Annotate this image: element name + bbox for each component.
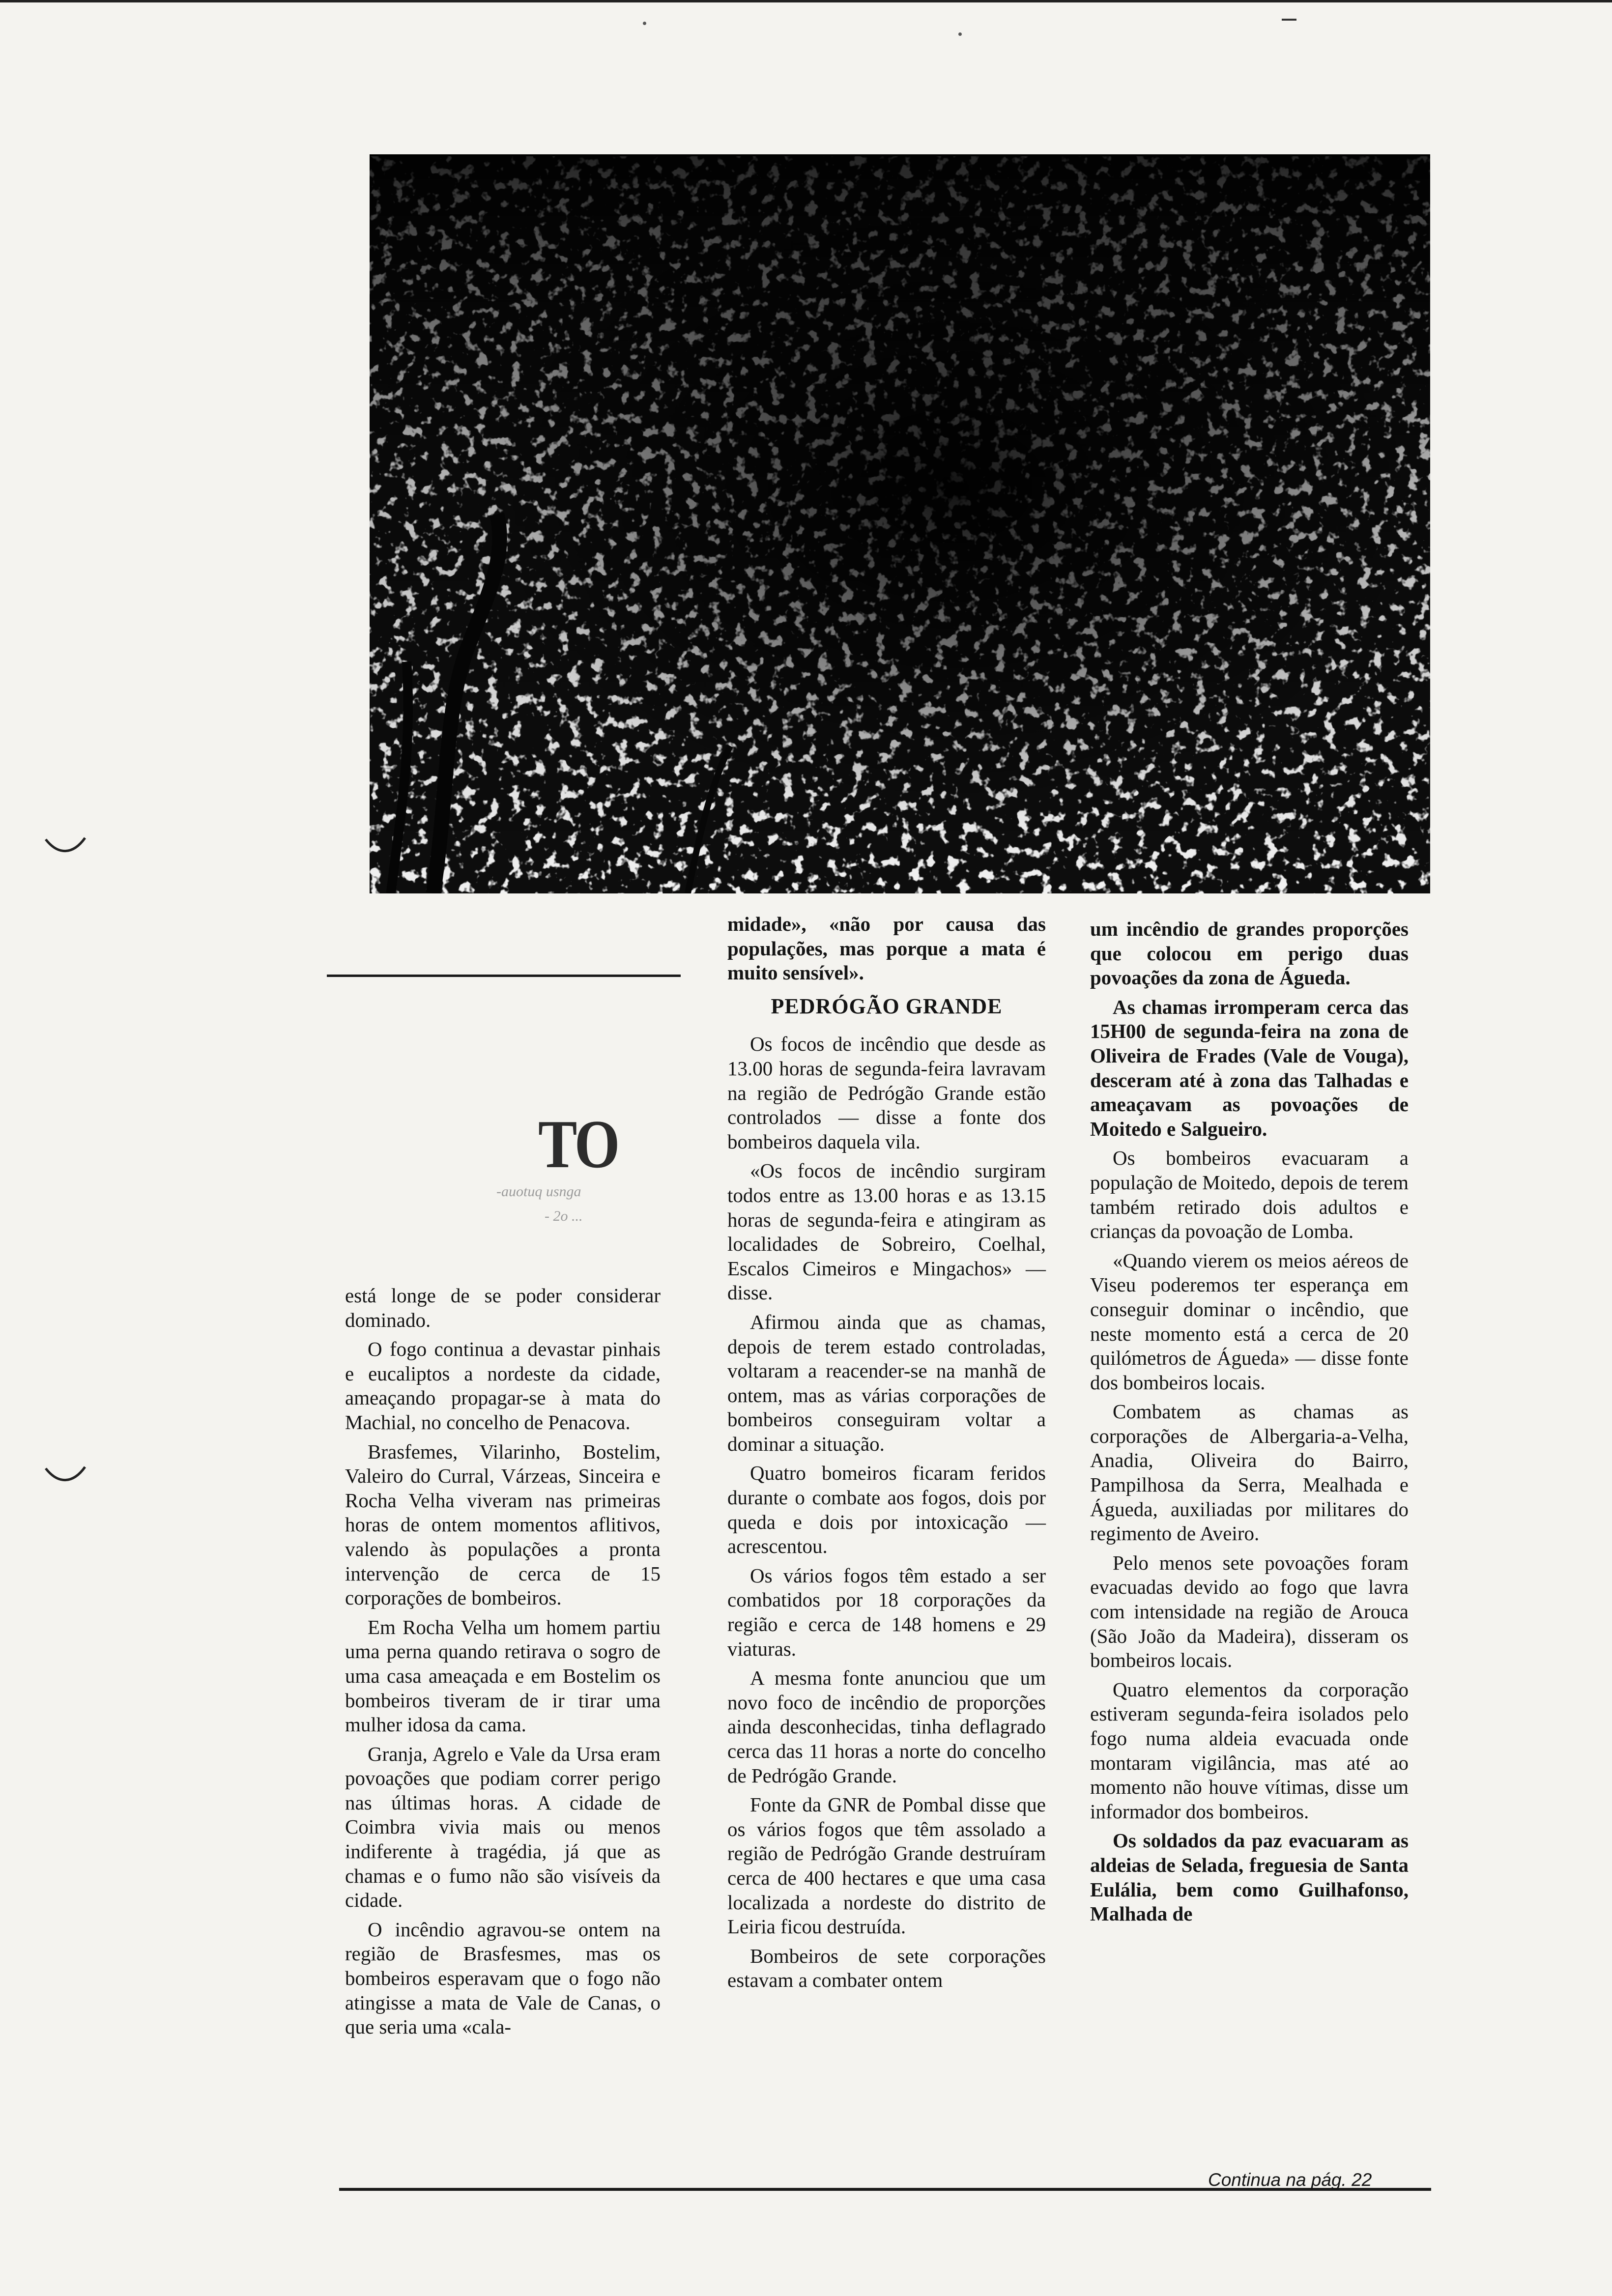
article-column-2 [727,912,1046,1998]
paragraph: Os vários fogos têm estado a ser combatidos por 18 corporações da região e cerca de 148 homens e 29 viaturas. [727,1564,1046,1660]
paragraph: Em Rocha Velha um homem partiu uma perna quando retirava o sogro de uma casa ameaçada e em Bostelim os bombeiros tiveram de ir tirar uma mulher idosa da cama. [345,1615,661,1736]
paragraph: está longe de se poder considerar dominado. [345,1284,661,1331]
paragraph: Quatro bomeiros ficaram feridos durante o combate aos fogos, dois por queda e dois por intoxicação — acrescentou. [727,1462,1046,1558]
paragraph: «Quando vierem os meios aéreos de Viseu poderemos ter esperança em conseguir dominar o incêndio, que neste momento está a cerca de 20 quilómetros de Águeda» — disse fonte dos bombeiros locais. [1090,1249,1409,1394]
column-rule [327,975,681,977]
paragraph: Afirmou ainda que as chamas, depois de terem estado controladas, voltaram a reacender-se na manhã de ontem, mas as várias corporações de bombeiros conseguiram voltar a dominar a situação. [727,1310,1046,1455]
forest-fire-photo [370,154,1430,893]
scan-mark [1282,19,1296,21]
paragraph-bold: Os soldados da paz evacuaram as aldeias de Selada, freguesia de Santa Eulália, bem como Guilhafonso, Malhada de [1090,1829,1409,1925]
paragraph: Bombeiros de sete corporações estavam a combater ontem [727,1944,1046,1992]
headline-fragment: TO [538,1106,618,1182]
article-column-3 [1090,917,1409,1931]
faded-text: - 2o ... [545,1208,583,1224]
paragraph: Os bombeiros evacuaram a população de Moitedo, depois de terem também retirado dois adultos e crianças da povoação de Lomba. [1090,1147,1409,1243]
paragraph-bold: As chamas irromperam cerca das 15H00 de segunda-feira na zona de Oliveira de Frades (Vale de Vouga), desceram até à zona das Talhadas e ameaçavam as povoações de Moitedo e Salgueiro. [1090,995,1409,1140]
page-top-rule [0,0,1612,2]
subheading: PEDRÓGÃO GRANDE [771,994,1003,1018]
paragraph: Pelo menos sete povoações foram evacuadas devido ao fogo que lavra com intensidade na região de Arouca (São João da Madeira), disseram os bombeiros locais. [1090,1551,1409,1672]
paragraph: Fonte da GNR de Pombal disse que os vários fogos que têm assolado a região de Pedrógão Grande destruíram cerca de 400 hectares e que uma casa localizada a nordeste do distrito de Leiria ficou destruída. [727,1793,1046,1938]
paragraph: O fogo continua a devastar pinhais e eucaliptos a nordeste da cidade, ameaçando propagar-se à mata do Machial, no concelho de Penacova. [345,1338,661,1434]
article-column-1 [345,1284,661,2044]
paragraph: Quatro elementos da corporação estiveram segunda-feira isolados pelo fogo numa aldeia evacuada onde montaram vigilância, mas até ao momento não houve vítimas, disse um informador dos bombeiros. [1090,1678,1409,1823]
paragraph: «Os focos de incêndio surgiram todos entre as 13.00 horas e as 13.15 horas de segunda-feira e atingiram as localidades de Sobreiro, Coelhal, Escalos Cimeiros e Mingachos» — disse. [727,1159,1046,1304]
paragraph-bold: um incêndio de grandes proporções que colocou em perigo duas povoações da zona de Águeda. [1090,918,1409,989]
margin-mark [43,1464,87,1484]
scan-dot [643,22,646,25]
continuation-note: Continua na pág. 22 [1208,2170,1372,2190]
paragraph: A mesma fonte anunciou que um novo foco de incêndio de proporções ainda desconhecidas, tinha deflagrado cerca das 11 horas a norte do concelho de Pedrógão Grande. [727,1666,1046,1787]
paragraph: O incêndio agravou-se ontem na região de Brasfesmes, mas os bombeiros esperavam que o fogo não atingisse a mata de Vale de Canas, o que seria uma «cala- [345,1918,661,2038]
faded-text: -auotuq usnga [496,1183,581,1200]
paragraph-bold: midade», «não por causa das populações, mas porque a mata é muito sensível». [727,913,1046,984]
paragraph: Brasfemes, Vilarinho, Bostelim, Valeiro do Curral, Várzeas, Sinceira e Rocha Velha viveram nas primeiras horas de ontem momentos aflitivos, valendo às populações a pronta intervenção de cerca de 15 corporações de bombeiros. [345,1440,661,1609]
scan-dot [958,32,962,36]
paragraph: Combatem as chamas as corporações de Albergaria-a-Velha, Anadia, Oliveira do Bairro, Pampilhosa da Serra, Mealhada e Águeda, auxiliadas por militares do regimento de Aveiro. [1090,1400,1409,1545]
paragraph: Os focos de incêndio que desde as 13.00 horas de segunda-feira lavravam na região de Pedrógão Grande estão controlados — disse a fonte dos bombeiros daquela vila. [727,1033,1046,1153]
paragraph: Granja, Agrelo e Vale da Ursa eram povoações que podiam correr perigo nas últimas horas. A cidade de Coimbra vivia mais ou menos indiferente à tragédia, já que as chamas e o fumo não são visíveis da cidade. [345,1742,661,1912]
forest-fire-image [370,156,1430,893]
margin-mark [43,835,87,855]
